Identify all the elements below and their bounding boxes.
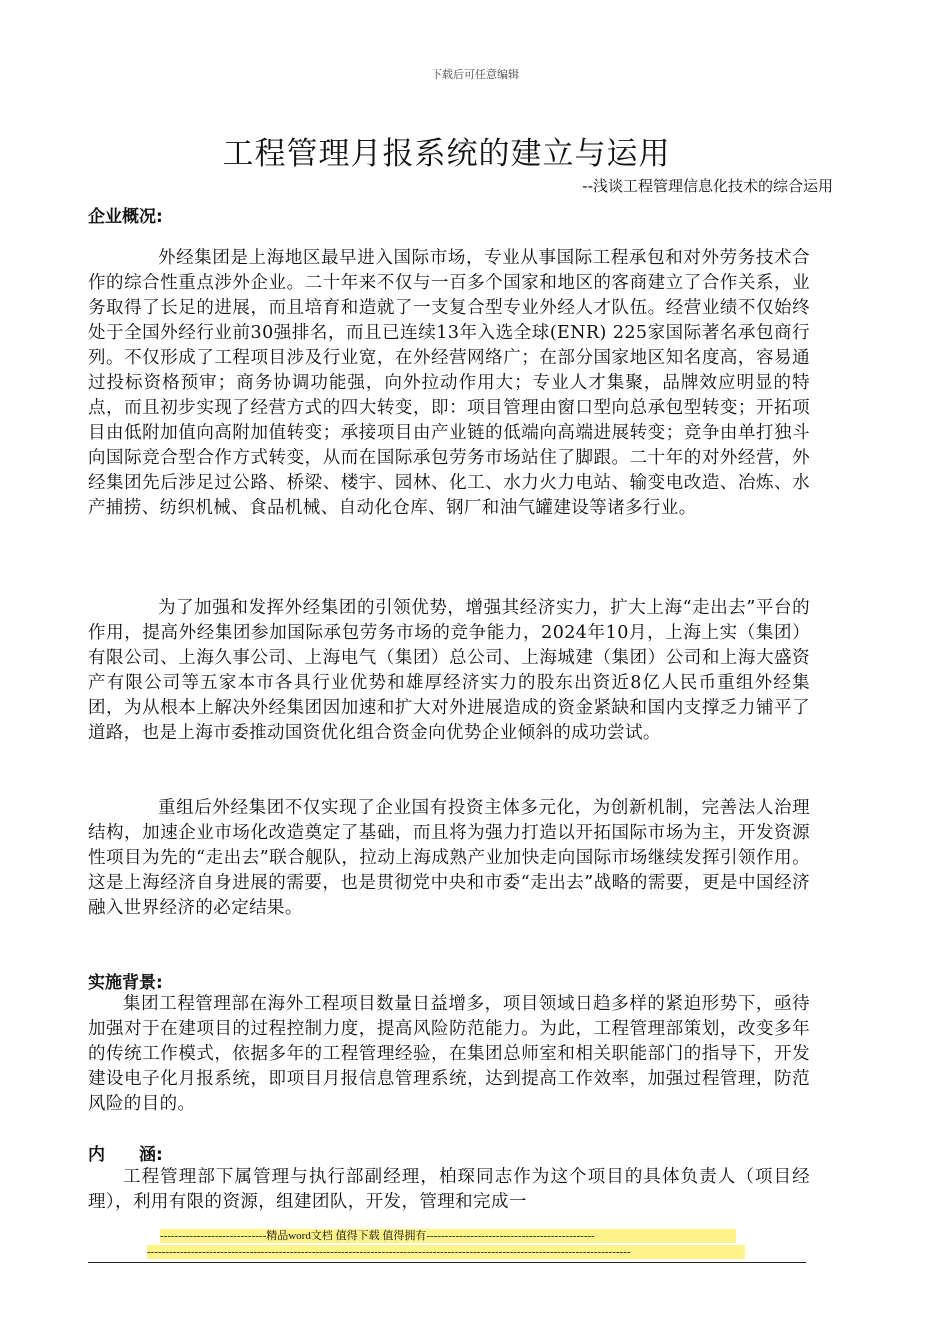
paragraph-overview-3: 重组后外经集团不仅实现了企业国有投资主体多元化，为创新机制，完善法人治理结构，加速企业市场化改造奠定了基础，而且将为强力打造以开拓国际市场为主，开发资源性项目为先的“走出去”联合舰队，拉动上海成熟产业加快走向国际市场继续发挥引领作用。这是上海经济自身进展的需要，也是贯彻党中央和市委“走出去”战略的需要，更是中国经济融入世界经济的必定结果。 (88, 798, 810, 918)
section-heading-connotation: 内 涵: (88, 1145, 163, 1165)
footer-banner: -----------------------------精品word文档 值得下载 值得拥有---------------------------------------------- (160, 1229, 736, 1243)
footer-divider (88, 1262, 806, 1263)
document-subtitle: --浅谈工程管理信息化技术的综合运用 (582, 177, 833, 195)
section-heading-background: 实施背景: (88, 973, 163, 993)
paragraph-overview-1: 外经集团是上海地区最早进入国际市场，专业从事国际工程承包和对外劳务技术合作的综合性重点涉外企业。二十年来不仅与一百多个国家和地区的客商建立了合作关系，业务取得了长足的进展，而且培育和造就了一支复合型专业外经人才队伍。经营业绩不仅始终处于全国外经行业前30强排名，而且已连续13年入选全球(ENR) 225家国际著名承包商行列。不仅形成了工程项目涉及行业宽，在外经营网络广；在部分国家地区知名度高，容易通过投标资格预审；商务协调功能强，向外拉动作用大；专业人才集聚，品牌效应明显的特点，而且初步实现了经营方式的四大转变，即：项目管理由窗口型向总承包型转变；开拓项目由低附加值向高附加值转变；承接项目由产业链的低端向高端进展转变；竞争由单打独斗向国际竞合型合作方式转变，从而在国际承包劳务市场站住了脚跟。二十年的对外经营，外经集团先后涉足过公路、桥梁、楼宇、园林、化工、水力火力电站、输变电改造、冶炼、水产捕捞、纺织机械、食品机械、自动化仓库、钢厂和油气罐建设等诸多行业。 (88, 248, 810, 518)
paragraph-overview-2: 为了加强和发挥外经集团的引领优势，增强其经济实力，扩大上海“走出去”平台的作用，提高外经集团参加国际承包劳务市场的竞争能力，2024年10月，上海上实（集团）有限公司、上海久事公司、上海电气（集团）总公司、上海城建（集团）公司和上海大盛资产有限公司等五家本市各具行业优势和雄厚经济实力的股东出资近8亿人民币重组外经集团，为从根本上解决外经集团因加速和扩大对外进展造成的资金紧缺和国内支撑乏力铺平了道路，也是上海市委推动国资优化组合资金向优势企业倾斜的成功尝试。 (88, 598, 810, 743)
document-title: 工程管理月报系统的建立与运用 (222, 136, 671, 172)
footer-dashes: ------------------------------------------------------------------------------------------------------------------------------------ (147, 1245, 745, 1259)
section-heading-overview: 企业概况: (88, 207, 163, 227)
paragraph-background-1: 集团工程管理部在海外工程项目数量日益增多，项目领域日趋多样的紧迫形势下，亟待加强对于在建项目的过程控制力度，提高风险防范能力。为此，工程管理部策划，改变多年的传统工作模式，依据多年的工程管理经验，在集团总师室和相关职能部门的指导下，开发建设电子化月报系统，即项目月报信息管理系统，达到提高工作效率，加强过程管理，防范风险的目的。 (88, 994, 810, 1114)
header-note: 下载后可任意编辑 (431, 68, 519, 81)
paragraph-connotation-1: 工程管理部下属管理与执行部副经理，柏琛同志作为这个项目的具体负责人（项目经理），利用有限的资源，组建团队，开发，管理和完成一 (88, 1167, 810, 1212)
